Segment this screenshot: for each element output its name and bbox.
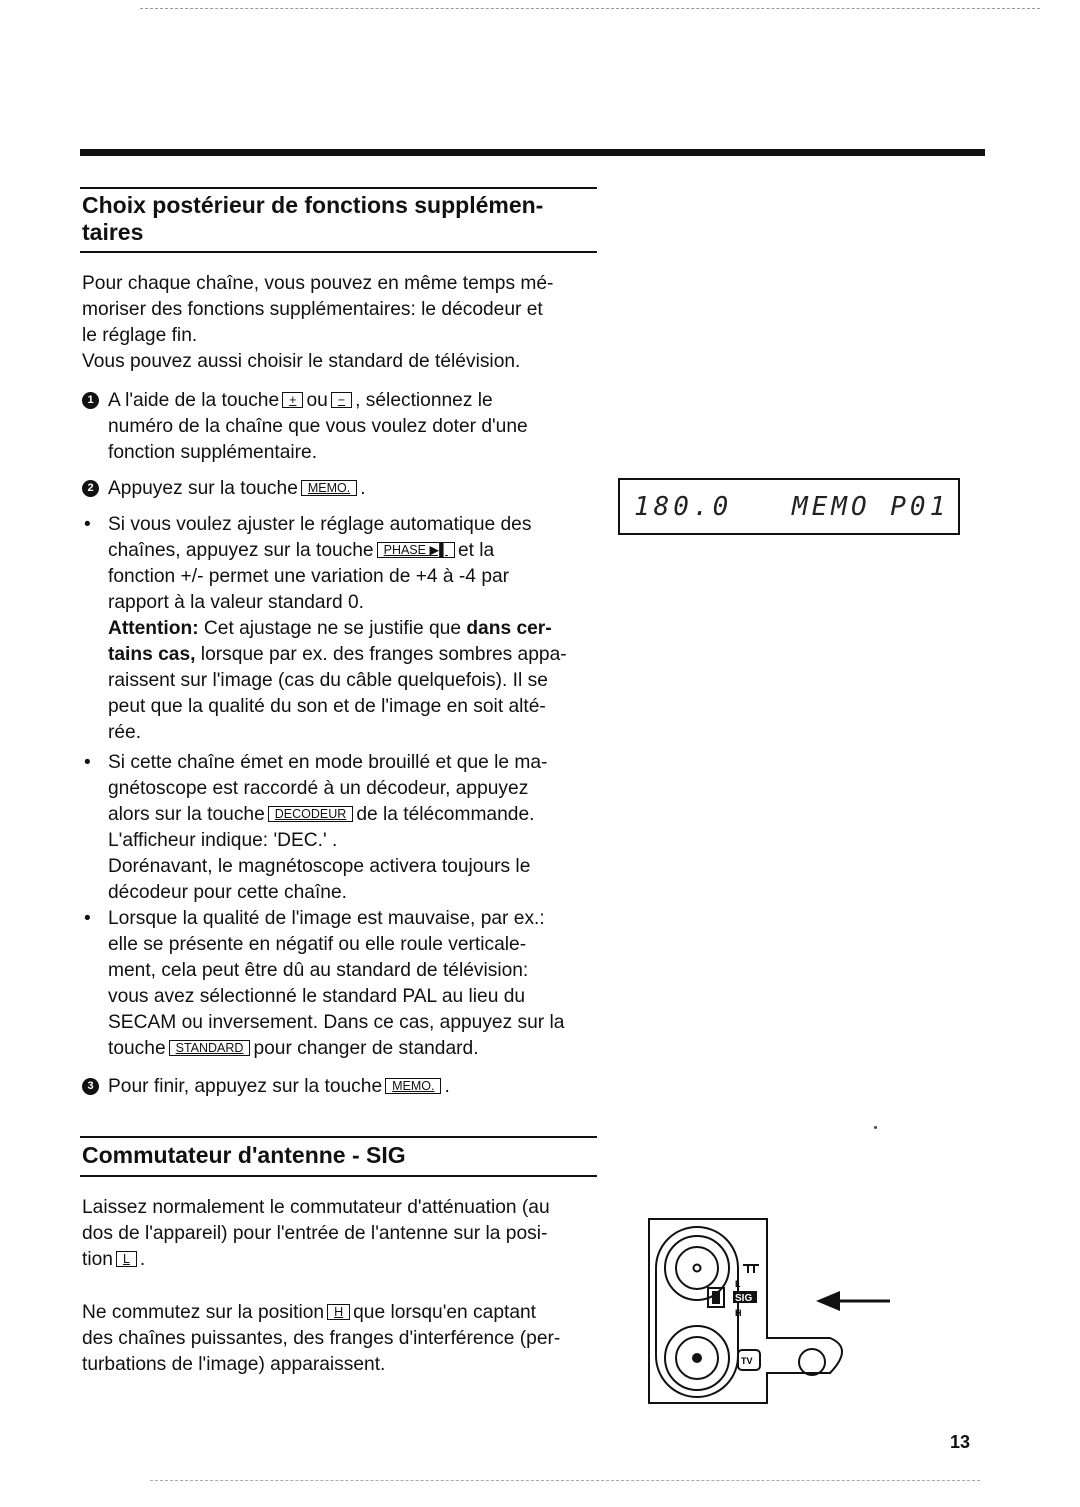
minus-key: − [331,392,352,408]
scan-artifact-bottom [150,1480,980,1481]
step-3: 3 Pour finir, appuyez sur la touche MEMO. . [82,1074,602,1100]
bullet-phase: • Si vous voulez ajuster le réglage automatique des chaînes, appuyez sur la touche PHASE ▶▌ et la fonction +/- permet une variation de +4 à -4 par rapport à la valeur standard 0. Attention: Cet ajustage ne se justifie que dans cer- tains cas, lorsque par ex. des franges sombres appa- raissent sur l'image (cas du câble quelquefois). Il se peut que la qualité du son et de l'image en soit alté- rée. [84,514,567,743]
section2-top-rule [80,1136,597,1138]
standard-key: STANDARD [169,1040,251,1056]
arrow-left-icon [816,1291,890,1311]
label-sig: SIG [735,1293,753,1304]
bullet-decodeur: • Si cette chaîne émet en mode brouillé et que le ma- gnétoscope est raccordé à un décodeur, appuyez alors sur la touche DECODEUR de la télécommande. L'afficheur indique: 'DEC.' . Dorénavant, le magnétoscope activera toujours le décodeur pour cette chaîne. [84,752,548,903]
rf-out-connector-icon [665,1326,729,1390]
step-number-icon: 3 [82,1078,99,1095]
position-l-key: L [116,1251,137,1267]
section1-intro: Pour chaque chaîne, vous pouvez en même temps mé- moriser des fonctions supplémentaires: le décodeur et le réglage fin. Vous pouvez aussi choisir le standard de télévision. [82,273,554,372]
label-h: H [735,1308,742,1318]
label-l: L [735,1279,741,1289]
svg-text:TV: TV [741,1356,753,1366]
section2-para2: Ne commutez sur la position H que lorsqu'en captant des chaînes puissantes, des franges d'interférence (per- turbations de l'image) apparaissent. [82,1302,561,1375]
position-h-key: H [327,1304,350,1320]
decodeur-key: DECODEUR [268,806,354,822]
section2-heading: Commutateur d'antenne - SIG [82,1142,406,1168]
scan-artifact-top [140,8,1040,9]
section2-para1: Laissez normalement le commutateur d'atténuation (au dos de l'appareil) pour l'entrée de l'antenne sur la posi- tion L . [82,1197,550,1270]
section2-bottom-rule [80,1175,597,1177]
header-rule [80,149,985,156]
step-2: 2 Appuyez sur la touche MEMO. . [82,476,602,502]
step-number-icon: 1 [82,392,99,409]
antenna-symbol-icon [743,1265,759,1273]
tv-symbol-icon [738,1350,760,1370]
antenna-in-connector-icon [665,1236,729,1300]
display-status: MEMO P01 [792,492,950,522]
memo-key: MEMO. [385,1078,441,1094]
display-frequency: 180.0 [634,492,733,522]
page-number: 13 [950,1432,971,1452]
bullet-standard: • Lorsque la qualité de l'image est mauvaise, par ex.: elle se présente en négatif ou elle roule verticale- ment, cela peut être dû au standard de télévision: vous avez sélectionné le standard PAL au lieu du SECAM ou inversement. Dans ce cas, appuyez sur la touche STANDARD pour changer de standard. [84,908,565,1059]
step-1: 1 A l'aide de la touche + ou − , sélectionnez le numéro de la chaîne que vous voulez doter d'une fonction supplémentaire. [82,388,602,468]
scan-speck [874,1126,877,1129]
phase-key: PHASE ▶▌ [377,542,455,558]
memo-key: MEMO. [301,480,357,496]
section1-top-rule [80,187,597,189]
mounting-hole-icon [799,1349,825,1375]
antenna-switch-diagram [640,1215,910,1410]
step-number-icon: 2 [82,480,99,497]
section1-bottom-rule [80,251,597,253]
plus-key: + [282,392,303,408]
section1-heading: Choix postérieur de fonctions supplémen- taires [82,192,544,245]
vcr-display-panel [618,478,960,535]
